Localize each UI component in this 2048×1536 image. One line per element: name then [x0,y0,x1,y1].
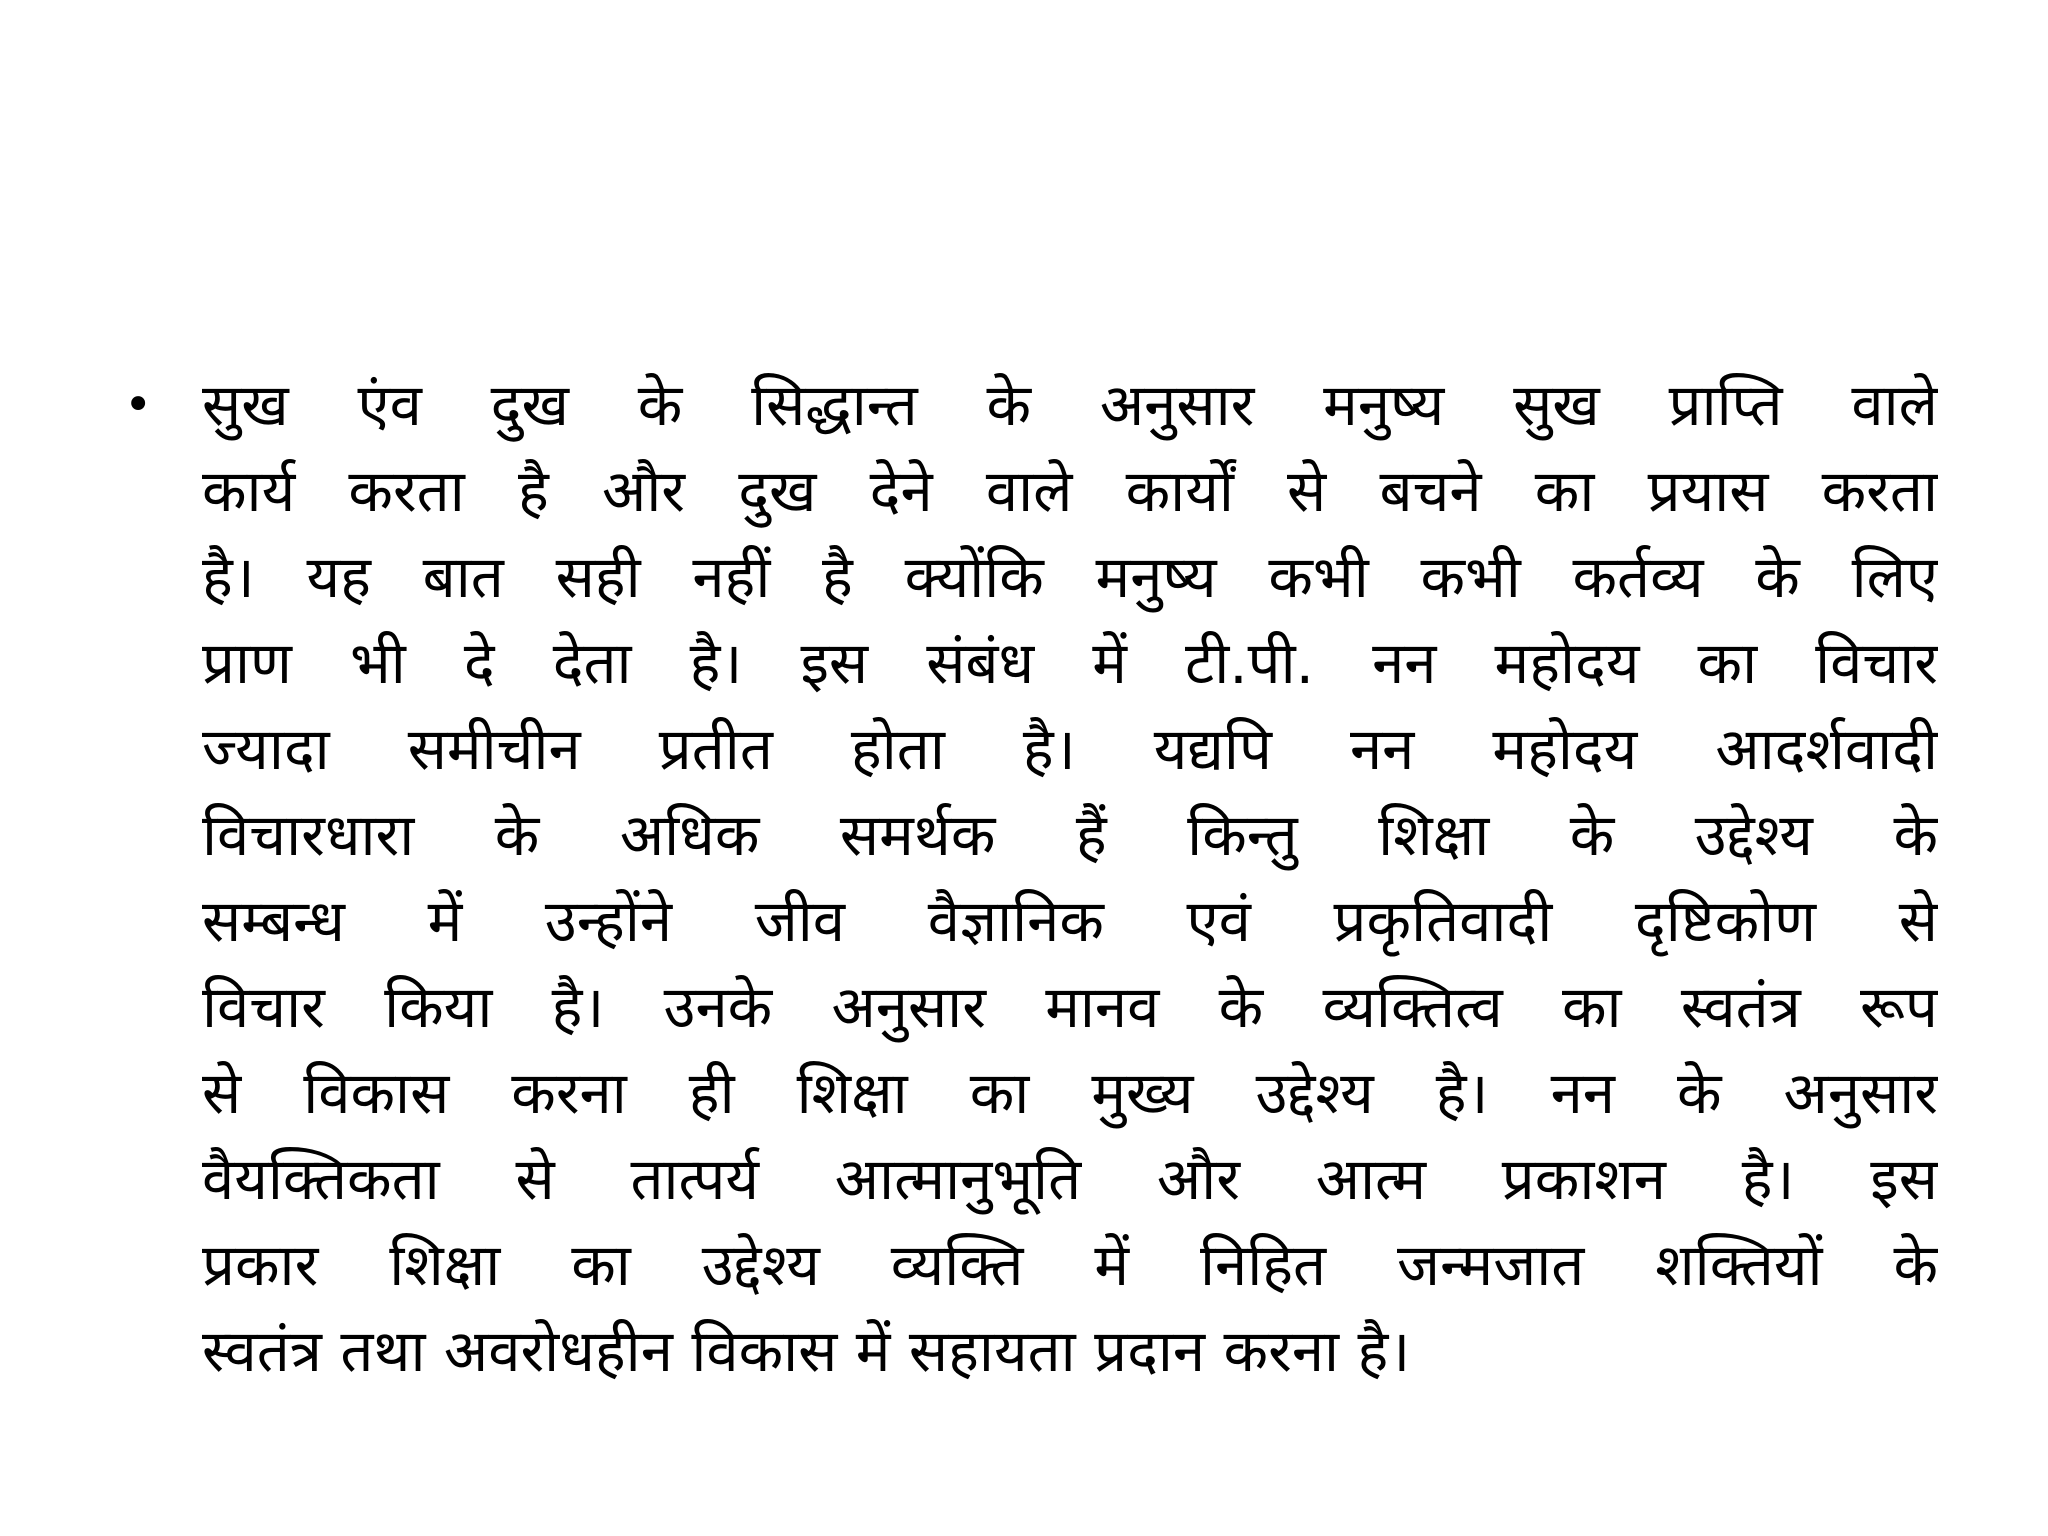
text-line: प्राण भी दे देता है। इस संबंध में टी.पी. नन महोदय का विचार [202,629,1938,697]
text-line: स्वतंत्र तथा अवरोधहीन विकास में सहायता प्रदान करना है। [202,1317,1411,1385]
bullet-paragraph [118,362,1938,1394]
text-line: कार्य करता है और दुख देने वाले कार्यों से बचने का प्रयास करता [202,457,1938,525]
paragraph-text [202,362,1938,1394]
text-line: वैयक्तिकता से तात्पर्य आत्मानुभूति और आत्म प्रकाशन है। इस [202,1145,1938,1213]
text-line: सुख एंव दुख के सिद्धान्त के अनुसार मनुष्य सुख प्राप्ति वाले [202,371,1938,439]
text-line: सम्बन्ध में उन्होंने जीव वैज्ञानिक एवं प्रकृतिवादी दृष्टिकोण से [202,887,1938,955]
text-line: विचार किया है। उनके अनुसार मानव के व्यक्तित्व का स्वतंत्र रूप [202,973,1938,1041]
text-line: से विकास करना ही शिक्षा का मुख्य उद्देश्य है। नन के अनुसार [202,1059,1938,1127]
text-line: ज्यादा समीचीन प्रतीत होता है। यद्यपि नन महोदय आदर्शवादी [202,715,1938,783]
text-line: प्रकार शिक्षा का उद्देश्य व्यक्ति में निहित जन्मजात शक्तियों के [202,1231,1938,1299]
text-line: है। यह बात सही नहीं है क्योंकि मनुष्य कभी कभी कर्तव्य के लिए [202,543,1938,611]
bullet-point: • [124,377,153,433]
text-line: विचारधारा के अधिक समर्थक हैं किन्तु शिक्षा के उद्देश्य के [202,801,1938,869]
